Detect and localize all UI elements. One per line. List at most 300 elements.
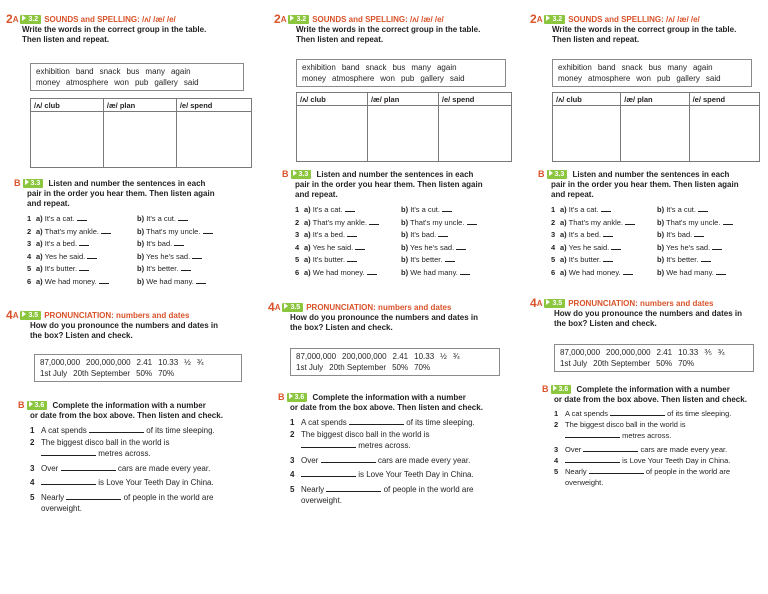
answer-blank[interactable]	[301, 469, 356, 477]
audio-track-number: 3.3	[30, 180, 41, 187]
word: won	[114, 78, 129, 87]
box-item: 87,000,000	[560, 348, 601, 357]
instruction-line: Then listen and repeat.	[22, 35, 110, 44]
answer-blank[interactable]	[583, 444, 638, 452]
sentence-pairs	[295, 204, 512, 279]
sentence-pair-row: 6 a) We had money. b) We had many.	[27, 276, 244, 289]
audio-track-badge[interactable]	[287, 393, 308, 402]
item-number: 6	[27, 276, 32, 286]
sentence-pair-row: 1 a) It's a cat. b) It's a cut.	[551, 204, 768, 217]
sentence-b: It's bad.	[146, 239, 173, 248]
box-item: 1st July	[40, 369, 68, 378]
word: atmosphere	[588, 74, 631, 83]
word: exhibition	[36, 67, 70, 76]
box-item: 200,000,000	[606, 348, 651, 357]
box-item: ½	[440, 352, 447, 361]
answer-blank[interactable]	[178, 213, 188, 221]
gap-fill-item	[30, 477, 244, 489]
exercise-4b	[6, 400, 244, 515]
sentence-b: That's my uncle.	[146, 226, 201, 236]
item-number: 4	[27, 251, 32, 261]
exercise-4a	[530, 296, 768, 368]
item-text: Nearly	[301, 484, 325, 494]
instruction-line: Then listen and repeat.	[296, 35, 384, 44]
box-item: 70%	[158, 369, 175, 378]
audio-track-number: 3.2	[28, 16, 39, 23]
instruction-line: and repeat.	[27, 199, 70, 208]
audio-track-badge[interactable]	[544, 299, 565, 308]
item-text: overweight.	[41, 504, 82, 513]
box-item: 70%	[678, 359, 695, 368]
exercise-part: A	[536, 15, 543, 24]
audio-track-number: 3.5	[28, 312, 39, 319]
exercise-number: 4	[6, 308, 13, 322]
sentence-pair-row: 4 a) Yes he said. b) Yes he's sad.	[551, 242, 768, 255]
exercise-instruction	[296, 25, 512, 45]
item-text: Nearly	[41, 492, 65, 502]
table-cell-input[interactable]	[367, 106, 438, 162]
sentence-a: It's a bed.	[568, 230, 602, 239]
audio-track-number: 3.6	[558, 386, 569, 393]
answer-blank[interactable]	[367, 267, 377, 275]
exercise-4a	[268, 300, 512, 372]
exercise-number: 2	[6, 12, 13, 26]
word: again	[436, 63, 457, 72]
sentence-a: It's a cat.	[568, 205, 599, 214]
instruction-line: Complete the information with a number	[576, 385, 730, 394]
sentence-a: It's butter.	[44, 264, 78, 273]
answer-blank[interactable]	[79, 238, 89, 246]
word: money	[36, 78, 61, 87]
gap-fill-item	[290, 417, 512, 429]
answer-blank[interactable]	[66, 492, 121, 500]
item-text: metres across.	[98, 449, 151, 458]
audio-track-number: 3.3	[554, 171, 565, 178]
sentence-pair-row: 3 a) It's a bed. b) It's bad.	[27, 238, 244, 251]
exercise-title: SOUNDS and SPELLING: /ʌ/ /æ/ /e/	[312, 15, 444, 24]
answer-blank[interactable]	[326, 484, 381, 492]
item-text: of its time sleeping.	[146, 426, 215, 435]
instruction-line: Then listen and repeat.	[552, 35, 640, 44]
audio-track-number: 3.6	[294, 394, 305, 401]
table-header: /e/ spend	[176, 99, 251, 112]
box-item: 2.41	[136, 358, 153, 367]
answer-blank[interactable]	[355, 242, 365, 250]
exercise-instruction	[278, 392, 512, 413]
answer-blank[interactable]	[345, 204, 355, 212]
sentence-a: That's my ankle.	[568, 217, 623, 227]
item-number: 4	[554, 456, 559, 465]
answer-blank[interactable]	[611, 242, 621, 250]
answer-blank[interactable]	[442, 204, 452, 212]
table-cell-input[interactable]	[103, 112, 176, 168]
exercise-part: A	[12, 311, 19, 320]
answer-blank[interactable]	[99, 276, 109, 284]
box-item: ¾	[196, 358, 204, 367]
sentence-pair-row: 4 a) Yes he said. b) Yes he's sad.	[295, 242, 512, 255]
box-row	[40, 357, 236, 368]
exercise-title: PRONUNCIATION: numbers and dates	[44, 311, 190, 320]
gap-fill-item	[30, 492, 244, 515]
answer-blank[interactable]	[625, 217, 635, 225]
audio-track-number: 3.3	[298, 171, 309, 178]
item-text: The biggest disco ball in the world is	[301, 429, 430, 439]
word: again	[170, 67, 191, 76]
item-text: metres across.	[622, 431, 672, 440]
gap-fill-items	[30, 425, 244, 515]
word: pub	[134, 78, 149, 87]
answer-blank[interactable]	[623, 267, 633, 275]
audio-track-badge[interactable]	[23, 179, 44, 188]
answer-blank[interactable]	[347, 229, 357, 237]
answer-blank[interactable]	[321, 455, 376, 463]
gap-fill-items	[554, 408, 768, 488]
sentence-pair-row: 5 a) It's butter. b) It's better.	[551, 254, 768, 267]
item-number: 4	[30, 478, 35, 487]
table-header: /æ/ plan	[621, 93, 689, 106]
sentence-b: We had many.	[146, 276, 194, 286]
answer-blank[interactable]	[565, 430, 620, 438]
answer-blank[interactable]	[723, 217, 733, 225]
box-item: 87,000,000	[40, 358, 81, 367]
exercise-part: B	[14, 178, 21, 188]
item-number: 2	[551, 217, 556, 227]
answer-blank[interactable]	[460, 267, 470, 275]
exercise-2a	[274, 12, 512, 104]
exercise-instruction	[538, 169, 768, 200]
exercise-4a-header	[530, 298, 768, 309]
answer-blank[interactable]	[694, 229, 704, 237]
answer-blank[interactable]	[101, 226, 111, 234]
item-number: 1	[295, 205, 300, 214]
sentence-b: Yes he's sad.	[410, 242, 455, 252]
exercise-part: B	[18, 400, 25, 410]
exercise-instruction	[554, 309, 768, 329]
table-cell-input[interactable]	[553, 106, 621, 162]
gap-fill-item	[30, 463, 244, 475]
word: exhibition	[302, 63, 336, 72]
table-header: /ʌ/ club	[553, 93, 621, 106]
item-number: 2	[295, 217, 300, 227]
item-number: 1	[27, 214, 32, 223]
audio-track-number: 3.2	[296, 16, 307, 23]
audio-track-badge[interactable]	[291, 170, 312, 179]
exercise-part: A	[274, 303, 281, 312]
box-item: 200,000,000	[342, 352, 387, 361]
sentence-a: It's butter.	[312, 255, 346, 264]
instruction-line: Complete the information with a number	[52, 401, 206, 410]
box-row	[40, 368, 236, 379]
item-number: 1	[30, 426, 35, 435]
item-text: is Love Your Teeth Day in China.	[622, 456, 731, 465]
box-item: 20th September	[593, 359, 651, 368]
audio-track-badge[interactable]	[282, 303, 303, 312]
word: gallery	[676, 74, 700, 83]
item-number: 1	[551, 205, 556, 214]
word: band	[75, 67, 94, 76]
item-number: 3	[30, 463, 35, 473]
sentence-pair-row: 1 a) It's a cat. b) It's a cut.	[27, 213, 244, 226]
box-row	[560, 347, 748, 358]
sentence-b: It's bad.	[410, 230, 437, 239]
numbers-box	[34, 354, 242, 382]
exercise-instruction	[290, 313, 512, 333]
item-text: cars are made every year.	[640, 445, 728, 454]
table-cell-input[interactable]	[438, 106, 511, 162]
answer-blank[interactable]	[174, 238, 184, 246]
exercise-instruction	[22, 25, 244, 45]
gap-fill-item	[554, 455, 768, 466]
table-cell-input[interactable]	[297, 106, 368, 162]
answer-blank[interactable]	[77, 213, 87, 221]
word-row	[36, 77, 238, 88]
sentence-b: We had many.	[410, 267, 458, 277]
sentence-b: That's my uncle.	[410, 217, 465, 227]
answer-blank[interactable]	[601, 204, 611, 212]
item-text: is Love Your Teeth Day in China.	[98, 478, 214, 487]
gap-fill-item	[290, 469, 512, 481]
sentence-a: It's butter.	[568, 255, 602, 264]
box-item: 87,000,000	[296, 352, 337, 361]
audio-track-badge[interactable]	[20, 311, 41, 320]
item-number: 5	[295, 255, 300, 264]
answer-blank[interactable]	[438, 229, 448, 237]
exercise-2a-header	[530, 14, 768, 25]
item-text: cars are made every year.	[377, 455, 471, 465]
word: pub	[400, 74, 415, 83]
word: band	[597, 63, 616, 72]
audio-track-badge[interactable]	[288, 15, 309, 24]
answer-blank[interactable]	[41, 477, 96, 485]
sentence-pair-row: 6 a) We had money. b) We had many.	[551, 267, 768, 280]
exercise-title: PRONUNCIATION: numbers and dates	[306, 303, 452, 312]
box-item: 50%	[136, 369, 153, 378]
sentence-a: We had money.	[44, 276, 97, 286]
instruction-line: Write the words in the correct group in the table.	[296, 25, 481, 34]
box-item: 10.33	[158, 358, 179, 367]
sentence-a: That's my ankle.	[44, 226, 99, 236]
answer-blank[interactable]	[79, 263, 89, 271]
audio-track-number: 3.2	[552, 16, 563, 23]
table-header: /ʌ/ club	[31, 99, 104, 112]
word: snack	[99, 67, 121, 76]
gap-fill-item	[554, 466, 768, 488]
item-text: Over	[565, 445, 582, 454]
answer-blank[interactable]	[445, 254, 455, 262]
exercise-2a	[6, 12, 244, 110]
exercise-instruction	[542, 384, 768, 405]
box-item: 1st July	[296, 363, 324, 372]
table-cell-input[interactable]	[621, 106, 689, 162]
box-item: 50%	[392, 363, 409, 372]
sentence-pair-row: 3 a) It's a bed. b) It's bad.	[551, 229, 768, 242]
word: won	[380, 74, 395, 83]
item-number: 4	[295, 242, 300, 252]
answer-blank[interactable]	[41, 448, 96, 456]
item-number: 4	[551, 242, 556, 252]
sentence-a: It's a cat.	[312, 205, 343, 214]
item-text: A cat spends	[565, 409, 608, 418]
sentence-b: That's my uncle.	[666, 217, 721, 227]
sound-group-table	[552, 92, 760, 162]
item-text: metres across.	[358, 441, 411, 450]
answer-blank[interactable]	[589, 466, 644, 474]
answer-blank[interactable]	[603, 254, 613, 262]
audio-track-badge[interactable]	[27, 401, 48, 410]
gap-fill-items	[290, 417, 512, 507]
exercise-4b	[530, 384, 768, 488]
table-cell-input[interactable]	[689, 106, 759, 162]
table-cell-input[interactable]	[31, 112, 104, 168]
audio-track-badge[interactable]	[547, 170, 568, 179]
word: atmosphere	[66, 78, 109, 87]
item-number: 2	[27, 226, 32, 236]
answer-blank[interactable]	[467, 217, 477, 225]
item-text: A cat spends	[41, 426, 87, 435]
word: many	[667, 63, 687, 72]
exercise-title: SOUNDS and SPELLING: /ʌ/ /æ/ /e/	[568, 15, 700, 24]
exercise-title: PRONUNCIATION: numbers and dates	[568, 299, 714, 308]
answer-blank[interactable]	[347, 254, 357, 262]
answer-blank[interactable]	[369, 217, 379, 225]
item-text: of its time sleeping.	[406, 418, 475, 427]
sound-group-table	[30, 98, 252, 168]
answer-blank[interactable]	[89, 425, 144, 433]
word-row	[558, 62, 746, 73]
audio-track-badge[interactable]	[551, 385, 572, 394]
box-item: ¾	[717, 348, 725, 357]
sentence-a: Yes he said.	[44, 251, 86, 261]
exercise-instruction	[552, 25, 768, 45]
sentence-pair-row: 3 a) It's a bed. b) It's bad.	[295, 229, 512, 242]
word-box	[30, 63, 244, 91]
audio-track-badge[interactable]	[544, 15, 565, 24]
box-item: 20th September	[73, 369, 131, 378]
word: bus	[126, 67, 140, 76]
instruction-line: and repeat.	[295, 190, 338, 199]
answer-blank[interactable]	[712, 242, 722, 250]
item-text: The biggest disco ball in the world is	[41, 437, 170, 447]
sentence-a: It's a bed.	[312, 230, 346, 239]
instruction-line: or date from the box above. Then listen and check.	[290, 403, 483, 412]
audio-track-badge[interactable]	[20, 15, 41, 24]
word: said	[449, 74, 465, 83]
sentence-pair-row: 4 a) Yes he said. b) Yes he's sad.	[27, 251, 244, 264]
instruction-line: or date from the box above. Then listen and check.	[554, 395, 747, 404]
instruction-line: Complete the information with a number	[312, 393, 466, 402]
answer-blank[interactable]	[196, 276, 206, 284]
sentence-a: Yes he said.	[568, 242, 610, 252]
sentence-pair-row: 6 a) We had money. b) We had many.	[295, 267, 512, 280]
word: atmosphere	[332, 74, 375, 83]
exercise-part: A	[536, 299, 543, 308]
answer-blank[interactable]	[61, 463, 116, 471]
item-number: 3	[295, 230, 300, 239]
answer-blank[interactable]	[565, 455, 620, 463]
item-number: 6	[295, 267, 300, 277]
item-text: overweight.	[565, 478, 604, 487]
item-text: cars are made every year.	[117, 463, 211, 473]
item-text: Over	[301, 455, 319, 465]
sentence-pair-row: 2 a) That's my ankle. b) That's my uncle.	[551, 217, 768, 230]
word: bus	[648, 63, 662, 72]
word-row	[302, 73, 500, 84]
exercise-4a-header	[268, 302, 512, 313]
item-number: 4	[290, 470, 295, 479]
box-item: 2.41	[656, 348, 673, 357]
item-number: 2	[30, 437, 35, 447]
instruction-line: or date from the box above. Then listen and check.	[30, 411, 223, 420]
box-item: 1st July	[560, 359, 588, 368]
numbers-box	[554, 344, 754, 372]
word: snack	[365, 63, 387, 72]
item-text: of people in the world are	[123, 492, 214, 502]
answer-blank[interactable]	[456, 242, 466, 250]
item-number: 3	[290, 455, 295, 465]
instruction-line: pair in the order you hear them. Then listen again	[27, 189, 215, 198]
answer-blank[interactable]	[181, 263, 191, 271]
sentence-pair-row: 5 a) It's butter. b) It's better.	[27, 263, 244, 276]
item-number: 2	[554, 420, 559, 429]
answer-blank[interactable]	[87, 251, 97, 259]
item-text: Over	[41, 463, 59, 473]
sentence-b: It's better.	[666, 255, 699, 264]
sentence-pair-row: 2 a) That's my ankle. b) That's my uncle.	[27, 226, 244, 239]
exercise-number: 2	[274, 12, 281, 26]
exercise-number: 2	[530, 12, 537, 26]
sentence-b: It's bad.	[666, 230, 693, 239]
word: said	[705, 74, 721, 83]
instruction-line: the box? Listen and check.	[290, 323, 393, 332]
gap-fill-item	[30, 425, 244, 437]
exercise-4a-header	[6, 310, 244, 321]
item-number: 5	[27, 264, 32, 273]
answer-blank[interactable]	[349, 417, 404, 425]
box-item: 10.33	[414, 352, 435, 361]
word: exhibition	[558, 63, 592, 72]
item-number: 5	[290, 484, 295, 494]
answer-blank[interactable]	[701, 254, 711, 262]
answer-blank[interactable]	[716, 267, 726, 275]
box-item: ½	[184, 358, 191, 367]
item-text: is Love Your Teeth Day in China.	[358, 470, 474, 479]
sound-group-table	[296, 92, 512, 162]
exercise-part: A	[12, 15, 19, 24]
answer-blank[interactable]	[603, 229, 613, 237]
word: said	[183, 78, 199, 87]
answer-blank[interactable]	[192, 251, 202, 259]
exercise-part: A	[280, 15, 287, 24]
exercise-part: B	[542, 384, 549, 394]
sentence-a: We had money.	[568, 267, 621, 277]
answer-blank[interactable]	[301, 440, 356, 448]
word-row	[302, 62, 500, 73]
word-row	[558, 73, 746, 84]
exercise-part: B	[538, 169, 545, 179]
exercise-4b	[274, 392, 512, 507]
audio-track-number: 3.5	[552, 300, 563, 307]
word: won	[636, 74, 651, 83]
answer-blank[interactable]	[698, 204, 708, 212]
exercise-2a-header	[6, 14, 244, 25]
instruction-line: Listen and number the sentences in each	[572, 170, 730, 179]
answer-blank[interactable]	[610, 408, 665, 416]
table-cell-input[interactable]	[176, 112, 251, 168]
answer-blank[interactable]	[203, 226, 213, 234]
instruction-line: How do you pronounce the numbers and dates in	[554, 309, 743, 318]
box-item: ⅗	[704, 348, 712, 357]
instruction-line: Listen and number the sentences in each	[48, 179, 206, 188]
